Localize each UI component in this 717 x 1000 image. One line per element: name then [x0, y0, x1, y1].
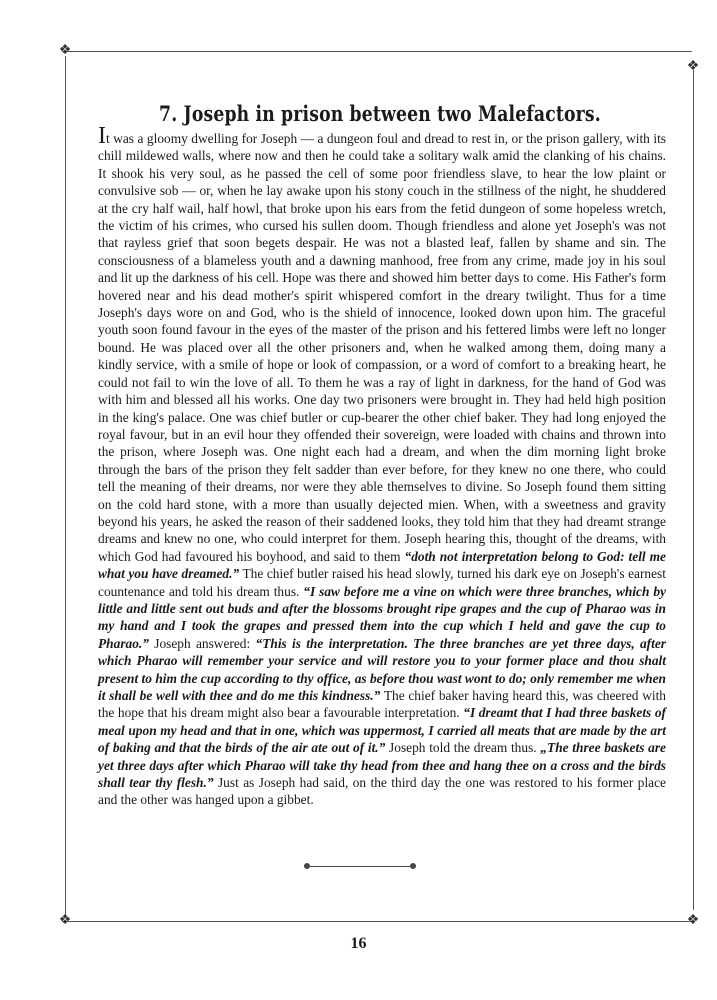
frame-right-border — [693, 70, 694, 910]
quote-baker-dream: “I dreamt that I had three baskets of meal upon my head and that in one, which was uppermost, I carried all meats that are made by the art of baking and that the birds of the air ate out of it.” — [98, 705, 666, 756]
chapter-title: 7. Joseph in prison between two Malefactors. — [159, 101, 601, 126]
section-divider — [310, 866, 410, 867]
quote-joseph-question: “doth not interpretation belong to God: tell me what you have dreamed.” — [98, 548, 666, 582]
chapter-body — [98, 123, 667, 809]
divider-dot-right — [410, 863, 416, 869]
frame-bottom-border — [62, 921, 694, 922]
frame-left-border — [65, 56, 66, 916]
frame-top-border — [62, 51, 692, 52]
quote-butler-dream: “I saw before me a vine on which were three branches, which by little and little sent out buds and after the blossoms brought ripe grapes and the cup of Pharao was in my hand and I took the grapes and pressed them into the cup which I held and gave the cup to Pharao.” — [98, 583, 666, 651]
body-text: Just as Joseph had said, on the third day the one was restored to his former place and the other was hanged upon a gibbet. — [98, 775, 666, 808]
body-text: The chief baker having heard this, was cheered with the hope that his dream might also bear a favourable interpretation. — [98, 688, 667, 721]
body-text: The chief butler raised his head slowly, turned his dark eye on Joseph's earnest countenance and told his dream thus. — [98, 566, 666, 599]
drop-cap: I — [98, 123, 106, 149]
corner-ornament-bottom-left: ❖ — [58, 913, 72, 928]
body-paragraph — [98, 123, 667, 809]
body-text: Joseph answered: — [148, 635, 256, 651]
divider-dot-left — [304, 863, 310, 869]
corner-ornament-bottom-right: ❖ — [686, 913, 700, 928]
corner-ornament-top-left: ❖ — [58, 43, 72, 58]
page-number: 16 — [350, 935, 367, 952]
quote-baker-interpretation: „The three baskets are yet three days after which Pharao will take thy head from thee and hang thee on a cross and the birds shall tear thy flesh.” — [98, 740, 666, 791]
corner-ornament-top-right: ❖ — [686, 59, 700, 74]
quote-butler-interpretation: “This is the interpretation. The three branches are yet three days, after which Pharao will remember your service and will restore you to your former place and thou shalt present to him the cup according to thy office, as before thou wast wont to do; only remember me when it shall be well with thee and do me this kindness.” — [98, 635, 667, 703]
body-text: Joseph told the dream thus. — [385, 740, 541, 756]
body-text: t was a gloomy dwelling for Joseph — a dungeon foul and dread to rest in, or the prison gallery, with its chill mildewed walls, where now and then he could take a solitary walk amid the clanking of his chains. It shook his very soul, as he passed the cell of some poor friendless slave, to hear the low plaint or convulsive sob — or, when he lay awake upon his stony couch in the stillness of the night, he shuddered at the cry half wail, half howl, that broke upon his ears from the fetid dungeon of some hopeless wretch, the victim of his crimes, who cursed his sullen doom. Though friendless and alone yet Joseph's was not that rayless grief that soon begets despair. He was not a blasted leaf, fallen by shame and sin. The consciousness of a blameless youth and a dawning manhood, free from any crime, made joy in his soul and lit up the darkness of his cell. Hope was there and showed him better days to come. His Father's form hovered near and his dead mother's spirit whispered comfort in the dreary twilight. Thus for a time Joseph's days wore on and God, who is the shield of innocence, looked down upon him. The graceful youth soon found favour in the eyes of the master of the prison and his fettered limbs were left no longer bound. He was placed over all the other prisoners and, when he walked among them, doing many a kindly service, with a smile of hope or look of compassion, or a word of comfort to a breaking heart, he could not fail to win the love of all. To them he was a ray of light in darkness, for the hand of God was with him and blessed all his works. One day two prisoners were brought in. They had held high position in the king's palace. One was chief butler or cup-bearer the other chief baker. They had long enjoyed the royal favour, but in an evil hour they offended their sovereign, were loaded with chains and thrown into the prison, where Joseph was. One night each had a dream, and when the dim morning light broke through the bars of the prison they felt sadder than ever before, for they knew no one there, who could tell the meaning of their dreams, nor were they able themselves to divine. So Joseph found them sitting on the cold hard stone, with a more than usually dejected mien. When, with a sweetness and gravity beyond his years, he asked the reason of their saddened looks, they told him that they had dreamt strange dreams and knew no one, who could interpret for them. Joseph hearing this, thought of the dreams, with which God had favoured his boyhood, and said to them — [98, 131, 666, 564]
